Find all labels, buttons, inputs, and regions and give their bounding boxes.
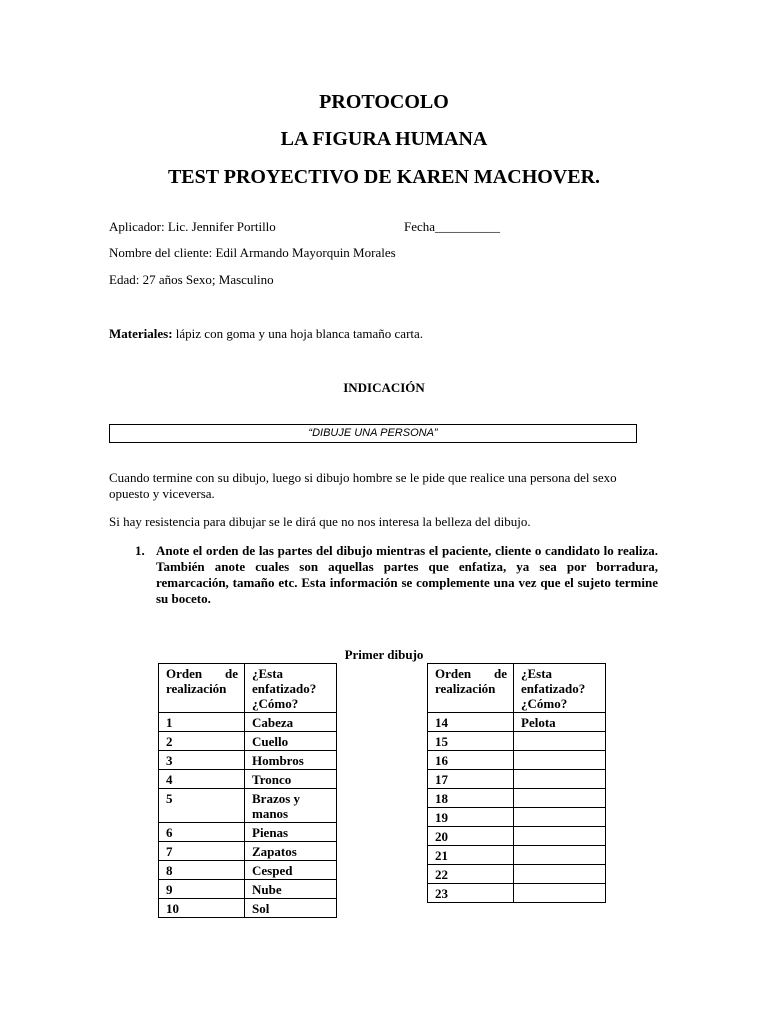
indicacion-heading: INDICACIÓN xyxy=(343,380,425,395)
table-row: 21 xyxy=(428,846,606,865)
table-row: 1 Cabeza xyxy=(159,713,337,732)
table-row: 6 Pienas xyxy=(159,823,337,842)
table-row: 20 xyxy=(428,827,606,846)
table-row: 17 xyxy=(428,770,606,789)
table-row: 18 xyxy=(428,789,606,808)
materiales-label: Materiales: xyxy=(109,326,173,341)
table-header-row xyxy=(428,664,606,713)
table-row: 2 Cuello xyxy=(159,732,337,751)
table-row: 9 Nube xyxy=(159,880,337,899)
indicacion-box: “DIBUJE UNA PERSONA” xyxy=(109,424,637,443)
title-test-proyectivo: TEST PROYECTIVO DE KAREN MACHOVER. xyxy=(167,166,601,188)
table-row: 15 xyxy=(428,732,606,751)
table-row: 10 Sol xyxy=(159,899,337,918)
table-row: 14 Pelota xyxy=(428,713,606,732)
list-number: 1. xyxy=(135,543,145,558)
paragraph-resistance: Si hay resistencia para dibujar se le dirá que no nos interesa la belleza del dibujo. xyxy=(109,514,531,529)
table-header-row xyxy=(159,664,337,713)
header-enfatizado: ¿Esta enfatizado? ¿Cómo? xyxy=(514,664,606,713)
materiales-text: lápiz con goma y una hoja blanca tamaño carta. xyxy=(172,326,424,341)
paragraph-instructions: Cuando termine con su dibujo, luego si dibujo hombre se le pide que realice una persona del sexo opuesto y viceversa. xyxy=(109,470,617,501)
header-enfatizado: ¿Esta enfatizado? ¿Cómo? xyxy=(245,664,337,713)
title-figura-humana: LA FIGURA HUMANA xyxy=(280,128,488,150)
aplicador-line: Aplicador: Lic. Jennifer Portillo xyxy=(109,219,276,234)
edad-line: Edad: 27 años Sexo; Masculino xyxy=(109,272,274,287)
materiales-line xyxy=(109,326,423,342)
table-title: Primer dibujo xyxy=(344,647,424,662)
title-protocolo: PROTOCOLO xyxy=(319,91,449,113)
table-row: 23 xyxy=(428,884,606,903)
cliente-line: Nombre del cliente: Edil Armando Mayorquin Morales xyxy=(109,245,396,260)
table-row: 5 Brazos y manos xyxy=(159,789,337,823)
table-right xyxy=(427,663,606,903)
table-row: 16 xyxy=(428,751,606,770)
table-row: 19 xyxy=(428,808,606,827)
fecha-line: Fecha__________ xyxy=(404,219,501,234)
header-orden: Orden de realización xyxy=(428,664,514,713)
table-row: 3 Hombros xyxy=(159,751,337,770)
table-row: 7 Zapatos xyxy=(159,842,337,861)
table-row: 8 Cesped xyxy=(159,861,337,880)
table-row: 22 xyxy=(428,865,606,884)
list-text: Anote el orden de las partes del dibujo mientras el paciente, cliente o candidato lo realiza. También anote cuales son aquellas partes que enfatiza, ya sea por borradura, remarcación, tamaño etc. Esta información se complemente una vez que el sujeto termine su boceto. xyxy=(156,543,658,606)
table-left xyxy=(158,663,337,918)
numbered-list-item xyxy=(135,543,658,607)
header-orden: Orden de realización xyxy=(159,664,245,713)
table-row: 4 Tronco xyxy=(159,770,337,789)
